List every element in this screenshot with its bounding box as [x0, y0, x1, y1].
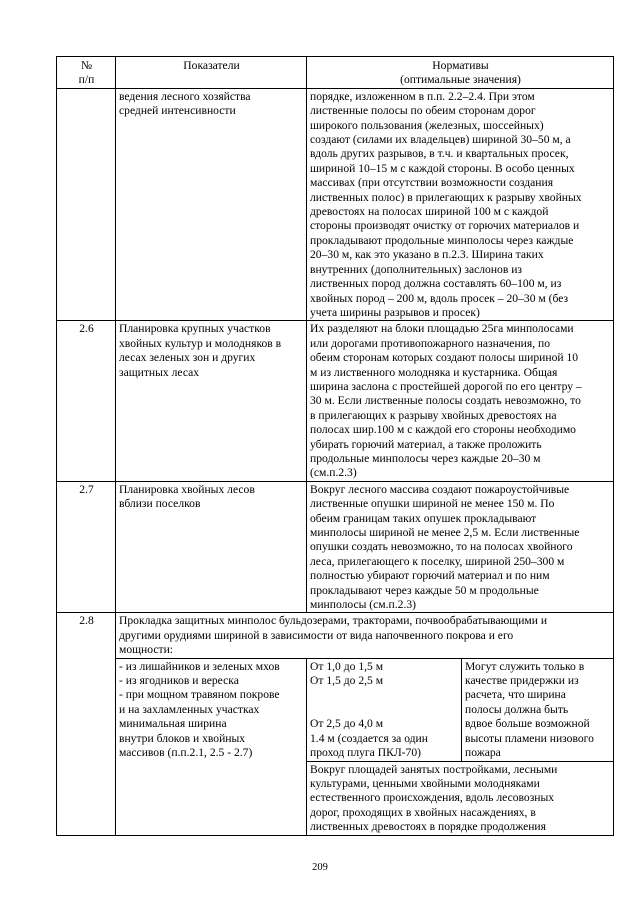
header-norms: Нормативы (оптимальные значения)	[307, 57, 614, 89]
row-remark: Могут служить только в качестве придержки из расчета, что ширина полосы должна быть вдвое больше возможной высоты пламени низового пожара	[462, 658, 614, 761]
header-indicators: Показатели	[116, 57, 307, 89]
row-norm: порядке, изложенном в п.п. 2.2–2.4. При этом лиственные полосы по обеим сторонам дорог широкого пользования (железных, шоссейных) создают (силами их владельцев) шириной 30–50 м, а вдоль других разрывов, в т.ч. и квартальных просек, шириной 10–15 м с каждой стороны. В особо ценных массивах (при отсутствии возможности создания лиственных полос) в прилегающих к разрыву хвойных древостоях на полосах шириной 100 м с каждой стороны производят очистку от горючих материалов и прокладывают продольные минполосы через каждые 20–30 м, как это указано в п.2.3. Ширина таких внутренних (дополнительных) заслонов из лиственных пород должна составлять 60–100 м, из хвойных пород – 200 м, вдоль просек – 20–30 м (без учета ширины разрывов и просек)	[307, 88, 614, 321]
row-continuation: Вокруг площадей занятых постройками, лесными культурами, ценными хвойными молодняками естественного происхождения, вдоль лесовозных дорог, проходящих в хвойных насаждениях, в лиственных древостоях в порядке продолжения	[307, 761, 614, 835]
row-indicator: Планировка крупных участков хвойных культур и молодняков в лесах зеленых зон и других защитных лесах	[116, 321, 307, 481]
table-row	[57, 88, 614, 321]
row-number: 2.6	[57, 321, 116, 481]
row-number	[57, 88, 116, 321]
table-row	[57, 481, 614, 613]
row-norm: Их разделяют на блоки площадью 25га минполосами или дорогами противопожарного назначения, по обеим сторонам которых создают полосы шириной 10 м из лиственного молодняка и кустарника. Общая ширина заслона с простейшей дорогой по его центру – 30 м. Если лиственные полосы создать невозможно, то в прилегающих к разрыву хвойных древостоях на полосах шир.100 м с каждой его стороны необходимо убирать горючий материал, а также проложить продольные минполосы через каждые 20–30 м (см.п.2.3)	[307, 321, 614, 481]
row-indicator: ведения лесного хозяйства средней интенсивности	[116, 88, 307, 321]
table-row	[57, 613, 614, 658]
table-row	[57, 321, 614, 481]
header-number: № п/п	[57, 57, 116, 89]
row-indicator: Планировка хвойных лесов вблизи поселков	[116, 481, 307, 613]
page-number: 209	[312, 862, 328, 873]
row-intro: Прокладка защитных минполос бульдозерами, тракторами, почвообрабатывающими и другими орудиями шириной в зависимости от вида напочвенного покрова и его мощности:	[116, 613, 614, 658]
norms-table	[56, 56, 614, 836]
row-widths: От 1,0 до 1,5 м От 1,5 до 2,5 м От 2,5 до 4,0 м 1.4 м (создается за один проход плуга ПКЛ-70)	[307, 658, 462, 761]
row-norm: Вокруг лесного массива создают пожароустойчивые лиственные опушки шириной не менее 150 м. По обеим границам таких опушек прокладывают минполосы шириной не менее 2,5 м. Если лиственные опушки создать невозможно, то на полосах хвойного леса, прилегающего к поселку, шириной 250–300 м полностью убирают горючий материал и по ним прокладывают через каждые 50 м продольные минполосы (см.п.2.3)	[307, 481, 614, 613]
row-number: 2.8	[57, 613, 116, 835]
table-row	[57, 658, 614, 761]
table-header-row	[57, 57, 614, 89]
row-sub-indicator: - из лишайников и зеленых мхов - из ягодников и вереска - при мощном травяном покрове и на захламленных участках минимальная ширина внутри блоков и хвойных массивов (п.п.2.1, 2.5 - 2.7)	[116, 658, 307, 835]
row-number: 2.7	[57, 481, 116, 613]
